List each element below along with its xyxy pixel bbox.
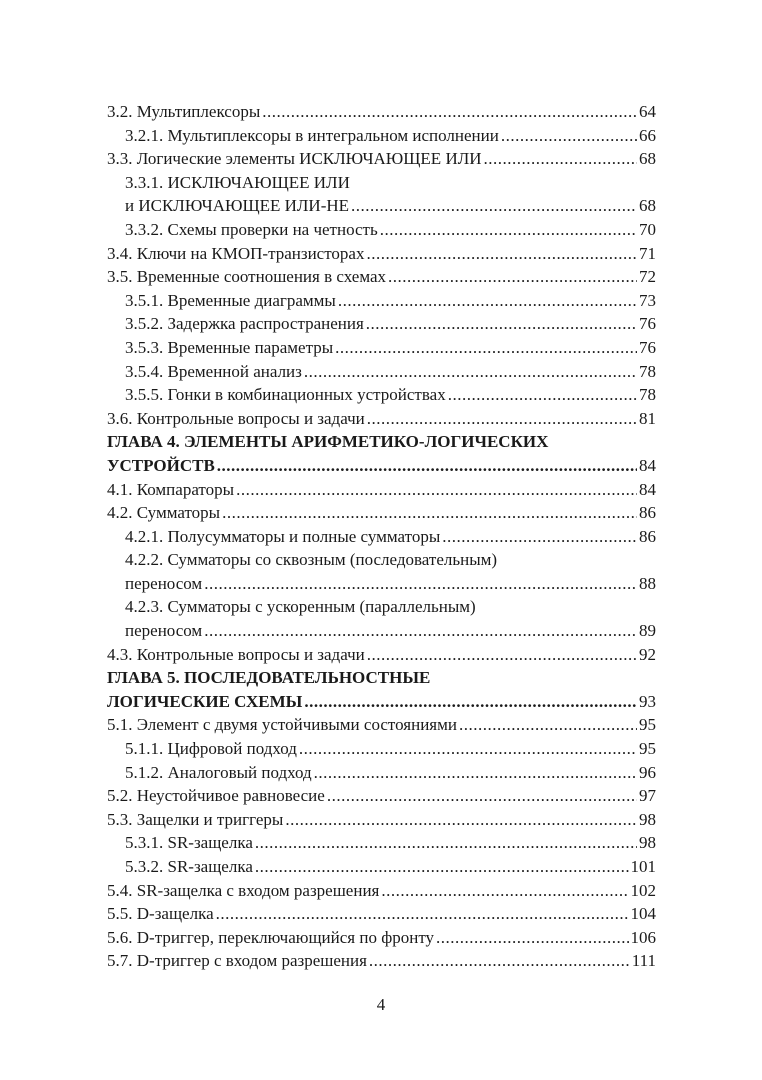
dot-leader bbox=[222, 501, 637, 525]
dot-leader bbox=[338, 289, 637, 313]
toc-entry bbox=[107, 383, 656, 407]
toc-entry-page: 101 bbox=[630, 857, 656, 876]
toc-entry-page: 97 bbox=[639, 786, 656, 806]
toc-entry-title: 3.5.3. Временные параметры bbox=[125, 337, 334, 357]
toc-entry-title: 5.7. D-триггер с входом разрешения bbox=[107, 951, 367, 971]
toc-entry-page: 93 bbox=[639, 691, 656, 711]
toc-entry-title: и ИСКЛЮЧАЮЩЕЕ ИЛИ-НЕ bbox=[125, 196, 350, 216]
toc-entry-title: 4.2. Сумматоры bbox=[107, 503, 221, 523]
toc-entry bbox=[107, 713, 656, 737]
toc-entry-page: 102 bbox=[630, 880, 656, 900]
toc-entry-title: 5.3.2. SR-защелка bbox=[125, 857, 253, 876]
toc-entry bbox=[107, 360, 656, 384]
toc-entry bbox=[107, 336, 656, 360]
dot-leader bbox=[262, 100, 637, 124]
toc-entry-title: 3.5.1. Временные диаграммы bbox=[125, 290, 336, 310]
toc-entry bbox=[107, 312, 656, 336]
dot-leader bbox=[381, 879, 628, 903]
toc-entry-page: 66 bbox=[639, 125, 656, 145]
toc-entry-page: 84 bbox=[639, 455, 656, 475]
toc-entry bbox=[107, 454, 656, 478]
toc-entry-title: 4.1. Компараторы bbox=[107, 479, 235, 499]
toc-entry bbox=[107, 784, 656, 808]
toc-heading-line: 4.2.2. Сумматоры со сквозным (последовательным) bbox=[125, 550, 498, 570]
dot-leader bbox=[351, 194, 637, 218]
toc-entry-title: 3.5. Временные соотношения в схемах bbox=[107, 267, 387, 287]
toc-entry-page: 64 bbox=[639, 102, 656, 121]
toc-entry bbox=[107, 407, 656, 431]
toc-heading-line: 3.3.1. ИСКЛЮЧАЮЩЕЕ ИЛИ bbox=[125, 172, 350, 192]
toc-entry-page: 76 bbox=[639, 337, 656, 357]
toc-entry-title: ЛОГИЧЕСКИЕ СХЕМЫ bbox=[107, 691, 303, 711]
dot-leader bbox=[299, 737, 637, 761]
dot-leader bbox=[217, 454, 637, 478]
toc-heading-line: 4.2.3. Сумматоры с ускоренным (параллельным) bbox=[125, 597, 476, 617]
toc-entry-title: 3.3. Логические элементы ИСКЛЮЧАЮЩЕЕ ИЛИ bbox=[107, 149, 482, 169]
toc-entry-title: 5.1. Элемент с двумя устойчивыми состояниями bbox=[107, 715, 457, 735]
dot-leader bbox=[304, 360, 637, 384]
toc-entry-title: 4.3. Контрольные вопросы и задачи bbox=[107, 644, 365, 664]
toc-entry-page: 71 bbox=[639, 243, 656, 263]
toc-entry-title: 3.6. Контрольные вопросы и задачи bbox=[107, 408, 365, 428]
toc-entry-title: 5.6. D-триггер, переключающийся по фронту bbox=[107, 927, 435, 947]
toc-entry-title: 5.3. Защелки и триггеры bbox=[107, 809, 284, 829]
toc-entry bbox=[107, 525, 656, 549]
toc-entry bbox=[107, 572, 656, 596]
toc-entry-title: 5.1.1. Цифровой подход bbox=[125, 739, 297, 759]
toc-entry bbox=[107, 501, 656, 525]
toc-entry-title: 5.5. D-защелка bbox=[107, 904, 214, 924]
dot-leader bbox=[304, 690, 637, 714]
dot-leader bbox=[255, 855, 629, 879]
toc-entry-page: 73 bbox=[639, 290, 656, 310]
dot-leader bbox=[216, 902, 629, 926]
toc-entry-page: 72 bbox=[639, 267, 656, 287]
toc-entry-page: 88 bbox=[639, 573, 656, 593]
toc-entry bbox=[107, 147, 656, 171]
toc-entry bbox=[107, 289, 656, 313]
toc-entry bbox=[107, 100, 656, 124]
dot-leader bbox=[327, 784, 637, 808]
toc-entry bbox=[107, 879, 656, 903]
toc-entry bbox=[107, 265, 656, 289]
dot-leader bbox=[367, 407, 637, 431]
toc-entry bbox=[107, 831, 656, 855]
toc-entry bbox=[107, 124, 656, 148]
toc-entry bbox=[107, 194, 656, 218]
toc-entry-page: 95 bbox=[639, 715, 656, 735]
toc-entry bbox=[107, 855, 656, 879]
toc-entry bbox=[107, 902, 656, 926]
toc-entry-title: 4.2.1. Полусумматоры и полные сумматоры bbox=[125, 526, 441, 546]
toc-entry-title: 3.5.2. Задержка распространения bbox=[125, 314, 364, 334]
dot-leader bbox=[314, 761, 637, 785]
toc-entry bbox=[107, 242, 656, 266]
toc-entry bbox=[107, 808, 656, 832]
toc-entry-title: переносом bbox=[125, 573, 203, 593]
dot-leader bbox=[255, 831, 637, 855]
toc-entry-page: 86 bbox=[639, 526, 656, 546]
toc-heading-line: ГЛАВА 4. ЭЛЕМЕНТЫ АРИФМЕТИКО-ЛОГИЧЕСКИХ bbox=[107, 432, 549, 452]
toc-entry-page: 84 bbox=[639, 479, 656, 499]
toc-entry-title: переносом bbox=[125, 621, 203, 641]
toc-entry bbox=[107, 737, 656, 761]
toc-entry-page: 70 bbox=[639, 219, 656, 239]
toc-entry-title: УСТРОЙСТВ bbox=[107, 455, 215, 475]
toc-entry-page: 96 bbox=[639, 762, 656, 782]
toc-entry bbox=[107, 619, 656, 643]
toc-entry-page: 68 bbox=[639, 196, 656, 216]
toc-entry-title: 3.2.1. Мультиплексоры в интегральном исполнении bbox=[125, 125, 499, 145]
toc-entry-page: 106 bbox=[630, 927, 656, 947]
dot-leader bbox=[380, 218, 637, 242]
toc-entry bbox=[107, 926, 656, 950]
toc-entry bbox=[107, 690, 656, 714]
toc-entry-page: 111 bbox=[631, 951, 656, 971]
dot-leader bbox=[484, 147, 637, 171]
page-number: 4 bbox=[376, 995, 386, 1014]
toc-entry-page: 89 bbox=[639, 621, 656, 641]
dot-leader bbox=[369, 949, 630, 973]
toc-entry-title: 3.5.5. Гонки в комбинационных устройствах bbox=[125, 385, 446, 405]
dot-leader bbox=[236, 478, 637, 502]
toc-entry bbox=[107, 761, 656, 785]
toc-entry-page: 98 bbox=[639, 833, 656, 853]
dot-leader bbox=[204, 619, 637, 643]
toc-entry-title: 3.2. Мультиплексоры bbox=[107, 102, 261, 121]
toc-entry-page: 92 bbox=[639, 644, 656, 664]
toc-entry-page: 95 bbox=[639, 739, 656, 759]
dot-leader bbox=[436, 926, 628, 950]
toc-entry-page: 86 bbox=[639, 503, 656, 523]
toc-entry-title: 5.4. SR-защелка с входом разрешения bbox=[107, 880, 380, 900]
toc-entry-title: 3.4. Ключи на КМОП-транзисторах bbox=[107, 243, 365, 263]
toc-entry bbox=[107, 478, 656, 502]
dot-leader bbox=[366, 242, 637, 266]
table-of-contents bbox=[107, 100, 656, 973]
toc-heading-line: ГЛАВА 5. ПОСЛЕДОВАТЕЛЬНОСТНЫЕ bbox=[107, 668, 431, 688]
dot-leader bbox=[367, 643, 637, 667]
toc-entry-title: 5.1.2. Аналоговый подход bbox=[125, 762, 312, 782]
dot-leader bbox=[448, 383, 637, 407]
toc-entry-title: 3.5.4. Временной анализ bbox=[125, 361, 302, 381]
toc-entry-page: 78 bbox=[639, 361, 656, 381]
toc-entry-page: 68 bbox=[639, 149, 656, 169]
dot-leader bbox=[501, 124, 637, 148]
toc-entry-title: 3.3.2. Схемы проверки на четность bbox=[125, 219, 378, 239]
dot-leader bbox=[388, 265, 637, 289]
toc-entry-page: 76 bbox=[639, 314, 656, 334]
toc-entry bbox=[107, 218, 656, 242]
dot-leader bbox=[442, 525, 637, 549]
toc-entry bbox=[107, 643, 656, 667]
toc-entry bbox=[107, 949, 656, 973]
dot-leader bbox=[204, 572, 637, 596]
toc-entry-page: 81 bbox=[639, 408, 656, 428]
toc-entry-title: 5.3.1. SR-защелка bbox=[125, 833, 253, 853]
dot-leader bbox=[335, 336, 637, 360]
toc-entry-title: 5.2. Неустойчивое равновесие bbox=[107, 786, 325, 806]
dot-leader bbox=[285, 808, 637, 832]
toc-entry-page: 78 bbox=[639, 385, 656, 405]
toc-entry-page: 104 bbox=[630, 904, 656, 924]
dot-leader bbox=[366, 312, 637, 336]
toc-entry-page: 98 bbox=[639, 809, 656, 829]
dot-leader bbox=[459, 713, 637, 737]
